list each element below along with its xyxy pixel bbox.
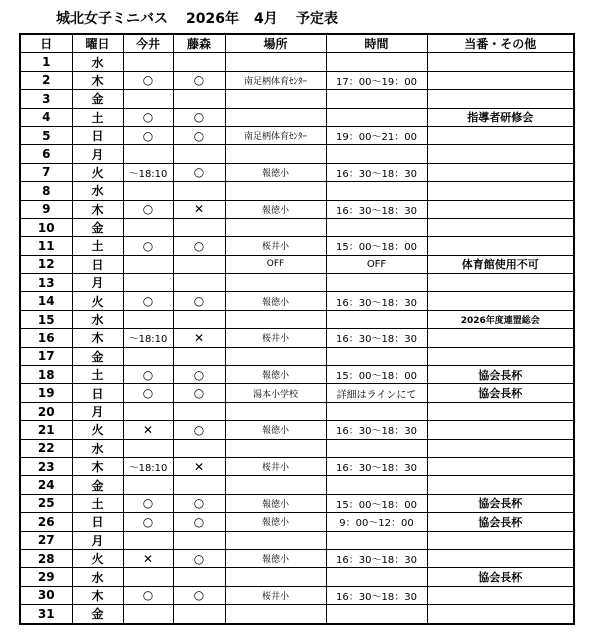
cell-place: 桜井小 (225, 586, 326, 604)
cell-place: 南足柄体育ｾﾝﾀｰ (225, 126, 326, 144)
cell-imai (123, 476, 173, 494)
cell-time: 9：00～12：00 (326, 513, 427, 531)
cell-weekday: 土 (72, 237, 123, 255)
cell-time (326, 53, 427, 71)
cell-time (326, 218, 427, 236)
cell-imai (123, 90, 173, 108)
cell-fujimori (173, 90, 225, 108)
cell-weekday: 日 (72, 384, 123, 402)
cell-note (427, 292, 574, 310)
table-row (20, 292, 574, 310)
cell-time: 19：00～21：00 (326, 126, 427, 144)
cell-imai: ✕ (123, 421, 173, 439)
cell-place (225, 605, 326, 624)
table-row (20, 457, 574, 475)
cell-weekday: 水 (72, 310, 123, 328)
cell-note: 協会長杯 (427, 366, 574, 384)
cell-weekday: 水 (72, 182, 123, 200)
cell-time: 16：30～18：30 (326, 421, 427, 439)
cell-note (427, 163, 574, 181)
cell-fujimori (173, 605, 225, 624)
cell-weekday: 木 (72, 457, 123, 475)
cell-imai: ○ (123, 200, 173, 218)
cell-note (427, 347, 574, 365)
cell-time: 15：00～18：00 (326, 366, 427, 384)
cell-place (225, 182, 326, 200)
cell-imai (123, 605, 173, 624)
cell-day: 31 (20, 605, 72, 624)
cell-place: 報徳小 (225, 163, 326, 181)
cell-day: 2 (20, 71, 72, 89)
cell-day: 29 (20, 568, 72, 586)
cell-time: 詳細はラインにて (326, 384, 427, 402)
cell-weekday: 月 (72, 402, 123, 420)
cell-weekday: 火 (72, 292, 123, 310)
cell-weekday: 火 (72, 163, 123, 181)
cell-weekday: 水 (72, 439, 123, 457)
cell-note (427, 71, 574, 89)
cell-fujimori (173, 255, 225, 273)
cell-imai (123, 531, 173, 549)
cell-place (225, 218, 326, 236)
table-row (20, 347, 574, 365)
cell-note (427, 605, 574, 624)
cell-imai (123, 310, 173, 328)
table-row (20, 126, 574, 144)
cell-fujimori (173, 145, 225, 163)
title-team: 城北女子ミニバス (56, 11, 168, 27)
cell-weekday: 月 (72, 274, 123, 292)
cell-fujimori: ○ (173, 126, 225, 144)
cell-time (326, 90, 427, 108)
cell-fujimori (173, 402, 225, 420)
cell-day: 14 (20, 292, 72, 310)
cell-fujimori (173, 568, 225, 586)
cell-weekday: 土 (72, 494, 123, 512)
cell-fujimori: ✕ (173, 457, 225, 475)
cell-imai: ～18:10 (123, 163, 173, 181)
cell-fujimori (173, 310, 225, 328)
cell-place: 報徳小 (225, 513, 326, 531)
cell-imai (123, 402, 173, 420)
cell-note (427, 457, 574, 475)
table-row (20, 384, 574, 402)
cell-imai: ○ (123, 71, 173, 89)
cell-imai (123, 255, 173, 273)
cell-time: 16：30～18：30 (326, 586, 427, 604)
cell-weekday: 金 (72, 347, 123, 365)
cell-imai: ○ (123, 366, 173, 384)
table-row (20, 182, 574, 200)
cell-place (225, 274, 326, 292)
cell-note: 協会長杯 (427, 494, 574, 512)
cell-weekday: 水 (72, 568, 123, 586)
cell-note: 協会長杯 (427, 568, 574, 586)
cell-imai (123, 274, 173, 292)
cell-day: 13 (20, 274, 72, 292)
cell-day: 20 (20, 402, 72, 420)
cell-time (326, 310, 427, 328)
table-row (20, 237, 574, 255)
cell-weekday: 月 (72, 531, 123, 549)
cell-weekday: 日 (72, 126, 123, 144)
table-row (20, 494, 574, 512)
table-row (20, 90, 574, 108)
cell-note (427, 145, 574, 163)
cell-time: 16：30～18：30 (326, 457, 427, 475)
cell-imai: ○ (123, 586, 173, 604)
cell-day: 16 (20, 329, 72, 347)
cell-note (427, 218, 574, 236)
cell-day: 11 (20, 237, 72, 255)
cell-time (326, 476, 427, 494)
header-row (20, 34, 574, 53)
cell-fujimori (173, 182, 225, 200)
table-row (20, 531, 574, 549)
title-month: 4月 (254, 11, 278, 27)
cell-imai (123, 439, 173, 457)
cell-fujimori: ○ (173, 366, 225, 384)
header-fujimori: 藤森 (173, 34, 225, 53)
cell-imai (123, 218, 173, 236)
cell-day: 28 (20, 549, 72, 567)
cell-note (427, 402, 574, 420)
cell-note: 協会長杯 (427, 513, 574, 531)
cell-imai: ✕ (123, 549, 173, 567)
cell-day: 17 (20, 347, 72, 365)
cell-place: 湯本小学校 (225, 384, 326, 402)
table-row (20, 329, 574, 347)
table-row (20, 163, 574, 181)
cell-note: 体育館使用不可 (427, 255, 574, 273)
cell-day: 18 (20, 366, 72, 384)
cell-place: 桜井小 (225, 457, 326, 475)
cell-place (225, 53, 326, 71)
cell-time (326, 531, 427, 549)
cell-day: 9 (20, 200, 72, 218)
cell-note (427, 549, 574, 567)
cell-day: 6 (20, 145, 72, 163)
cell-weekday: 金 (72, 218, 123, 236)
cell-day: 24 (20, 476, 72, 494)
cell-day: 8 (20, 182, 72, 200)
cell-weekday: 木 (72, 329, 123, 347)
header-place: 場所 (225, 34, 326, 53)
table-row (20, 568, 574, 586)
title-year: 2026年 (186, 11, 239, 27)
cell-weekday: 日 (72, 255, 123, 273)
title-label: 予定表 (296, 11, 338, 27)
cell-day: 23 (20, 457, 72, 475)
table-row (20, 71, 574, 89)
cell-place (225, 108, 326, 126)
cell-place (225, 439, 326, 457)
cell-day: 3 (20, 90, 72, 108)
cell-place (225, 145, 326, 163)
cell-time (326, 108, 427, 126)
cell-day: 5 (20, 126, 72, 144)
cell-note: 協会長杯 (427, 384, 574, 402)
cell-day: 12 (20, 255, 72, 273)
cell-weekday: 土 (72, 366, 123, 384)
table-row (20, 366, 574, 384)
cell-place: 報徳小 (225, 494, 326, 512)
cell-note (427, 90, 574, 108)
table-row (20, 549, 574, 567)
cell-note (427, 182, 574, 200)
cell-fujimori (173, 531, 225, 549)
cell-weekday: 月 (72, 145, 123, 163)
cell-place: 報徳小 (225, 421, 326, 439)
cell-day: 22 (20, 439, 72, 457)
cell-imai (123, 145, 173, 163)
cell-place: 報徳小 (225, 549, 326, 567)
cell-weekday: 金 (72, 90, 123, 108)
cell-imai: ○ (123, 292, 173, 310)
cell-fujimori: ○ (173, 163, 225, 181)
cell-weekday: 火 (72, 421, 123, 439)
cell-note (427, 531, 574, 549)
table-row (20, 200, 574, 218)
cell-time (326, 347, 427, 365)
schedule-table (19, 33, 575, 625)
table-row (20, 476, 574, 494)
cell-day: 26 (20, 513, 72, 531)
cell-day: 1 (20, 53, 72, 71)
cell-time (326, 145, 427, 163)
table-row (20, 274, 574, 292)
cell-fujimori: ○ (173, 494, 225, 512)
cell-imai: ○ (123, 513, 173, 531)
cell-place (225, 347, 326, 365)
cell-time (326, 402, 427, 420)
cell-imai: ～18:10 (123, 457, 173, 475)
schedule-body (20, 53, 574, 624)
table-row (20, 108, 574, 126)
cell-imai: ○ (123, 494, 173, 512)
cell-time (326, 605, 427, 624)
cell-fujimori: ○ (173, 237, 225, 255)
cell-note (427, 421, 574, 439)
cell-note (427, 439, 574, 457)
header-time: 時間 (326, 34, 427, 53)
cell-fujimori (173, 439, 225, 457)
cell-imai: ～18:10 (123, 329, 173, 347)
cell-fujimori: ○ (173, 71, 225, 89)
cell-fujimori: ○ (173, 292, 225, 310)
cell-fujimori: ○ (173, 586, 225, 604)
cell-time (326, 568, 427, 586)
cell-note (427, 237, 574, 255)
cell-day: 30 (20, 586, 72, 604)
cell-day: 27 (20, 531, 72, 549)
table-row (20, 605, 574, 624)
cell-day: 4 (20, 108, 72, 126)
cell-time: 16：30～18：30 (326, 292, 427, 310)
cell-imai: ○ (123, 384, 173, 402)
cell-day: 21 (20, 421, 72, 439)
cell-imai (123, 347, 173, 365)
cell-fujimori: ○ (173, 108, 225, 126)
table-row (20, 53, 574, 71)
cell-fujimori: ✕ (173, 329, 225, 347)
cell-fujimori (173, 53, 225, 71)
cell-imai (123, 568, 173, 586)
cell-weekday: 木 (72, 200, 123, 218)
cell-fujimori: ✕ (173, 200, 225, 218)
cell-day: 19 (20, 384, 72, 402)
cell-note (427, 586, 574, 604)
cell-weekday: 日 (72, 513, 123, 531)
cell-weekday: 土 (72, 108, 123, 126)
cell-fujimori: ○ (173, 421, 225, 439)
cell-time: 17：00～19：00 (326, 71, 427, 89)
cell-place (225, 568, 326, 586)
cell-day: 25 (20, 494, 72, 512)
cell-place: OFF (225, 255, 326, 273)
cell-fujimori (173, 476, 225, 494)
cell-fujimori (173, 218, 225, 236)
cell-time: 16：30～18：30 (326, 163, 427, 181)
cell-time (326, 274, 427, 292)
cell-place: 桜井小 (225, 329, 326, 347)
cell-place (225, 310, 326, 328)
cell-imai (123, 182, 173, 200)
table-row (20, 255, 574, 273)
cell-imai: ○ (123, 126, 173, 144)
cell-day: 15 (20, 310, 72, 328)
cell-place: 南足柄体育ｾﾝﾀｰ (225, 71, 326, 89)
cell-note: 2026年度連盟総会 (427, 310, 574, 328)
cell-note (427, 274, 574, 292)
cell-place: 報徳小 (225, 366, 326, 384)
page-title (0, 8, 601, 30)
table-row (20, 145, 574, 163)
cell-note (427, 53, 574, 71)
table-row (20, 421, 574, 439)
cell-fujimori (173, 347, 225, 365)
cell-note (427, 476, 574, 494)
table-row (20, 439, 574, 457)
cell-place: 報徳小 (225, 200, 326, 218)
table-row (20, 218, 574, 236)
cell-day: 10 (20, 218, 72, 236)
cell-place (225, 90, 326, 108)
cell-note (427, 329, 574, 347)
cell-time: 15：00～18：00 (326, 237, 427, 255)
cell-weekday: 金 (72, 605, 123, 624)
cell-fujimori: ○ (173, 549, 225, 567)
cell-place: 桜井小 (225, 237, 326, 255)
cell-day: 7 (20, 163, 72, 181)
cell-time: 15：00～18：00 (326, 494, 427, 512)
cell-weekday: 木 (72, 586, 123, 604)
header-day: 日 (20, 34, 72, 53)
cell-place (225, 402, 326, 420)
cell-note (427, 126, 574, 144)
cell-note (427, 200, 574, 218)
cell-fujimori: ○ (173, 513, 225, 531)
header-imai: 今井 (123, 34, 173, 53)
cell-imai: ○ (123, 237, 173, 255)
cell-imai: ○ (123, 108, 173, 126)
cell-time: 16：30～18：30 (326, 329, 427, 347)
cell-imai (123, 53, 173, 71)
table-row (20, 586, 574, 604)
cell-time: OFF (326, 255, 427, 273)
cell-weekday: 木 (72, 71, 123, 89)
cell-fujimori (173, 274, 225, 292)
table-row (20, 513, 574, 531)
cell-fujimori: ○ (173, 384, 225, 402)
cell-time: 16：30～18：30 (326, 549, 427, 567)
cell-time (326, 182, 427, 200)
table-row (20, 402, 574, 420)
cell-place (225, 531, 326, 549)
cell-note: 指導者研修会 (427, 108, 574, 126)
header-weekday: 曜日 (72, 34, 123, 53)
table-row (20, 310, 574, 328)
cell-time (326, 439, 427, 457)
cell-weekday: 火 (72, 549, 123, 567)
cell-time: 16：30～18：30 (326, 200, 427, 218)
cell-place: 報徳小 (225, 292, 326, 310)
cell-weekday: 水 (72, 53, 123, 71)
cell-place (225, 476, 326, 494)
cell-weekday: 金 (72, 476, 123, 494)
header-notes: 当番・その他 (427, 34, 574, 53)
